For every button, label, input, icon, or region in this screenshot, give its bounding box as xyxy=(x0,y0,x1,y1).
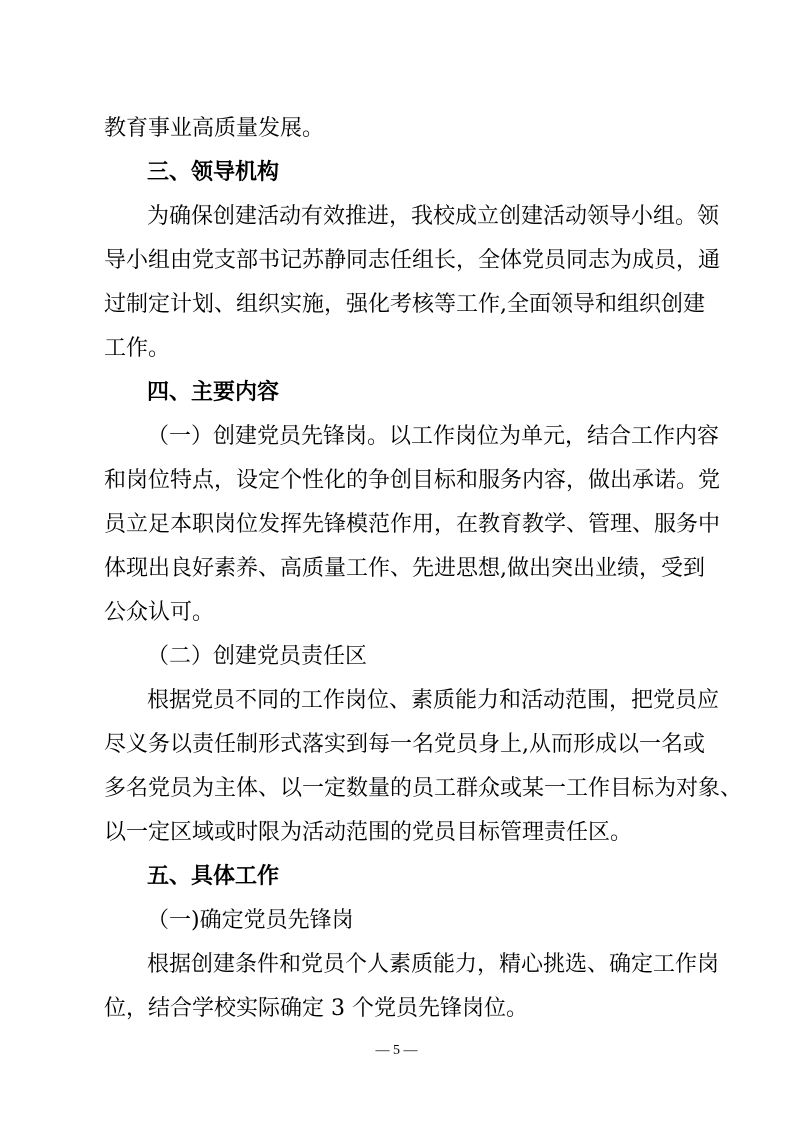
section-heading-main-content: 四、主要内容 xyxy=(147,380,280,405)
paragraph-line: 和岗位特点，设定个性化的争创目标和服务内容，做出承诺。党 xyxy=(104,468,721,493)
paragraph-line: 体现出良好素养、高质量工作、先进思想,做出突出业绩，受到 xyxy=(104,556,705,581)
section-heading-specific-work: 五、具体工作 xyxy=(147,864,280,889)
paragraph-line: 根据党员不同的工作岗位、素质能力和活动范围，把党员应 xyxy=(147,688,720,713)
paragraph-line: 以一定区域或时限为活动范围的党员目标管理责任区。 xyxy=(104,820,633,845)
paragraph-line: （一）创建党员先锋岗。以工作岗位为单元，结合工作内容 xyxy=(147,424,720,449)
paragraph-line: 过制定计划、组织实施，强化考核等工作,全面领导和组织创建 xyxy=(104,292,705,317)
subsection-heading: （二）创建党员责任区 xyxy=(147,644,368,669)
section-heading-leadership: 三、领导机构 xyxy=(147,160,280,185)
paragraph-line: 员立足本职岗位发挥先锋模范作用，在教育教学、管理、服务中 xyxy=(104,512,721,537)
subsection-heading: （一)确定党员先锋岗 xyxy=(147,908,354,933)
paragraph-line: 为确保创建活动有效推进，我校成立创建活动领导小组。领 xyxy=(147,204,720,229)
paragraph-line: 尽义务以责任制形式落实到每一名党员身上,从而形成以一名或 xyxy=(104,732,705,757)
paragraph-line: 教育事业高质量发展。 xyxy=(104,116,325,141)
page-number: — 5 — xyxy=(375,1043,418,1058)
paragraph-line: 导小组由党支部书记苏静同志任组长，全体党员同志为成员，通 xyxy=(104,248,721,273)
paragraph-line: 工作。 xyxy=(104,336,171,361)
paragraph-line: 公众认可。 xyxy=(104,600,215,625)
paragraph-line: 多名党员为主体、以一定数量的员工群众或某一工作目标为对象、 xyxy=(104,776,743,801)
paragraph-line: 位，结合学校实际确定 3 个党员先锋岗位。 xyxy=(104,996,528,1021)
paragraph-line: 根据创建条件和党员个人素质能力，精心挑选、确定工作岗 xyxy=(147,952,720,977)
